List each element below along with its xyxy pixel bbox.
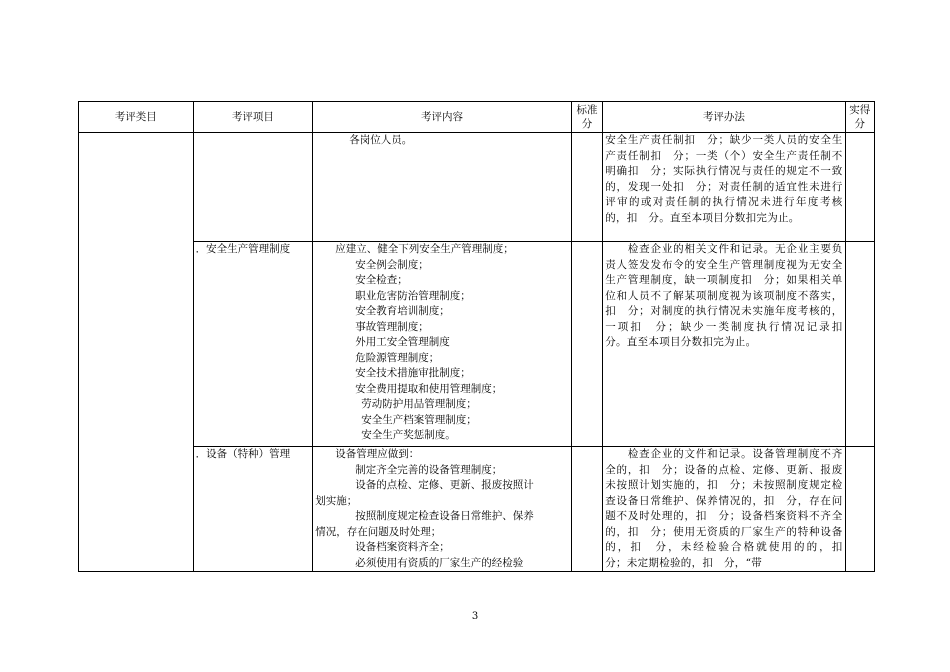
method-cell: 安全生产责任制扣 分；缺少一类人员的安全生产责任制扣 分；一类（个）安全生产责任制不明确扣 分；实际执行情况与责任的规定不一致的，发现一处扣 分；对责任制的适宜性未进行评审的或对责任制的执行情况未进行年度考核的，扣 分。直至本项目分数扣完为止。 (603, 133, 845, 242)
content-line: 应建立、健全下列安全生产管理制度； (335, 243, 514, 255)
standard-score-cell (571, 447, 602, 572)
actual-score-cell (845, 242, 874, 447)
header-actual-score: 实得分 (845, 102, 874, 133)
content-line: 按照制度规定检查设备日常维护、保养 (355, 510, 534, 522)
header-category: 考评类目 (79, 102, 194, 133)
content-cell (313, 242, 572, 447)
content-line: 安全生产奖惩制度。 (361, 429, 456, 441)
content-line: 情况，存在问题及时处理； (315, 525, 442, 538)
header-item: 考评项目 (193, 102, 313, 133)
content-line: 事故管理制度； (355, 320, 429, 333)
content-line: 必须使用有资质的厂家生产的经检验 (355, 556, 524, 569)
method-cell: 检查企业的相关文件和记录。无企业主要负责人签发发布令的安全生产管理制度视为无安全生产管理制度，缺一项制度扣 分；如果相关单位和人员不了解某项制度视为该项制度不落实，扣 分；对制度的执行情况未实施年度考核的，一项扣 分；缺少一类制度执行情况记录扣 分。直至本项目分数扣完为止。 (603, 242, 845, 447)
table-row (79, 447, 875, 572)
category-cell (79, 133, 194, 572)
content-line: 制定齐全完善的设备管理制度； (355, 463, 503, 476)
content-line: 危险源管理制度； (355, 351, 440, 364)
item-cell: ．安全生产管理制度 (193, 242, 313, 447)
header-method: 考评办法 (603, 102, 845, 133)
content-cell (313, 133, 572, 242)
header-standard-score: 标准分 (571, 102, 602, 133)
content-line: 劳动防护用品管理制度； (361, 398, 477, 410)
item-cell (193, 133, 313, 242)
content-cell (313, 447, 572, 572)
content-line: 安全例会制度； (355, 258, 429, 271)
content-line: 安全生产档案管理制度； (361, 413, 477, 426)
standard-score-cell (571, 242, 602, 447)
standard-score-cell (571, 133, 602, 242)
page-number: 3 (471, 611, 479, 622)
content-line: 划实施； (315, 494, 358, 507)
table-row (79, 133, 875, 242)
evaluation-table (78, 101, 875, 572)
content-line: 各岗位人员。 (349, 134, 413, 146)
method-cell: 检查企业的文件和记录。设备管理制度不齐全的，扣 分；设备的点检、定修、更新、报废未按照计划实施的，扣 分；未按照制度规定检查设备日常维护、保养情况的，扣 分，存在问题不及时处理的，扣 分；设备档案资料不齐全的，扣 分；使用无资质的厂家生产的特种设备的，扣 分，未经检验合格就使用的的，扣 分；未定期检验的，扣 分，“带 (603, 447, 845, 572)
content-line: 安全费用提取和使用管理制度； (355, 382, 503, 395)
content-line: 设备管理应做到： (335, 448, 420, 460)
actual-score-cell (845, 133, 874, 242)
table-row (79, 242, 875, 447)
table-header-row (79, 102, 875, 133)
content-line: 外用工安全管理制度 (355, 336, 450, 348)
content-line: 安全检查； (355, 274, 408, 286)
content-line: 安全技术措施审批制度； (355, 367, 471, 379)
header-content: 考评内容 (313, 102, 572, 133)
item-cell: ．设备（特种）管理 (193, 447, 313, 572)
content-line: 安全教育培训制度； (355, 305, 450, 317)
content-line: 设备的点检、定修、更新、报废按照计 (355, 479, 534, 491)
content-line: 设备档案资料齐全； (355, 541, 450, 553)
content-line: 职业危害防治管理制度； (355, 289, 471, 302)
